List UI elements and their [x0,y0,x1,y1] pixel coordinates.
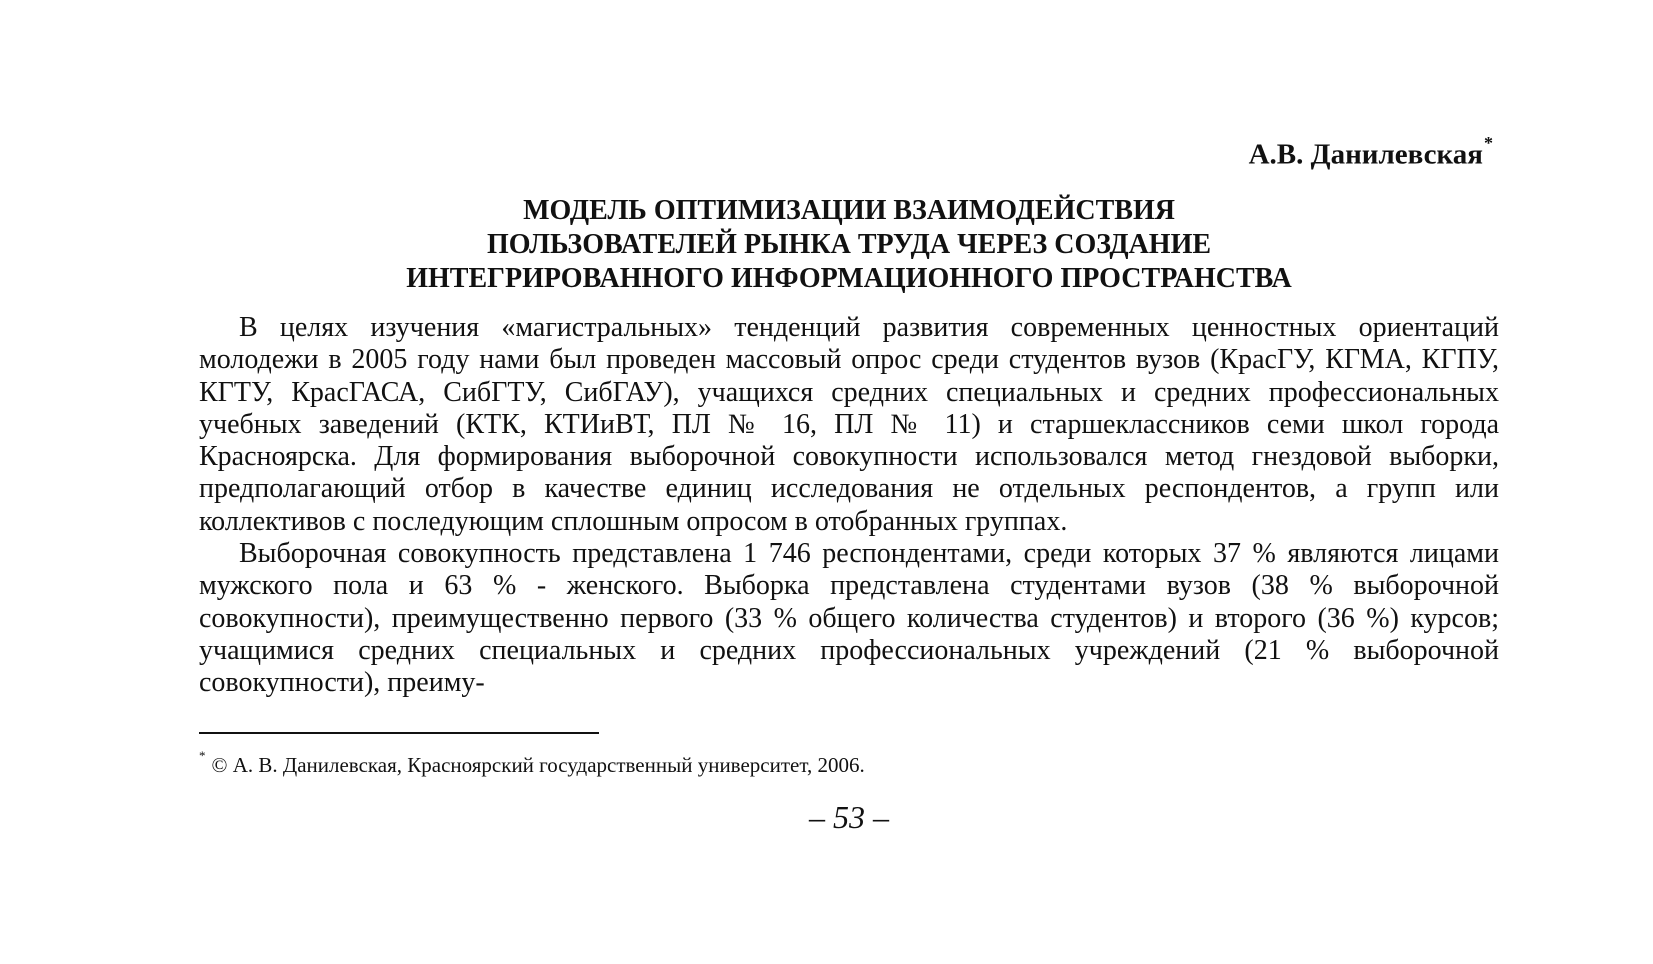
footnote-separator [199,732,599,734]
author-name-text: А.В. Данилевская [1248,138,1483,171]
author-name [1248,133,1493,171]
body-paragraph: Выборочная совокупность представлена 1 746 респондентами, среди которых 37 % являются лицами мужского пола и 63 % - женского. Выборка представлена студентами вузов (38 % выборочной совокупности), преимущественно первого (33 % общего количества студентов) и второго (36 %) курсов; учащимися средних специальных и средних профессиональных учреждений (21 % выборочной совокупности), преиму- [199,538,1499,699]
title-line: МОДЕЛЬ ОПТИМИЗАЦИИ ВЗАИМОДЕЙСТВИЯ [523,195,1175,226]
footnote-text: © А. В. Данилевская, Красноярский государственный университет, 2006. [211,753,865,777]
article-body [199,312,1499,700]
body-paragraph: В целях изучения «магистральных» тенденций развития современных ценностных ориентаций молодежи в 2005 году нами был проведен массовый опрос среди студентов вузов (КрасГУ, КГМА, КГПУ, КГТУ, КрасГАСА, СибГТУ, СибГАУ), учащихся средних специальных и средних профессиональных учебных заведений (КТК, КТИиВТ, ПЛ № 16, ПЛ № 11) и старшеклассников семи школ города Красноярска. Для формирования выборочной совокупности использовался метод гнездовой выборки, предполагающий отбор в качестве единиц исследования не отдельных респондентов, а групп или коллективов с последующим сплошным опросом в отобранных группах. [199,312,1499,537]
author-footnote-mark: * [1484,133,1493,153]
footnote-mark: * [199,748,206,763]
title-line: ИНТЕГРИРОВАННОГО ИНФОРМАЦИОННОГО ПРОСТРАНСТВА [406,263,1292,294]
article-title [199,194,1499,296]
title-line: ПОЛЬЗОВАТЕЛЕЙ РЫНКА ТРУДА ЧЕРЕЗ СОЗДАНИЕ [486,229,1212,260]
page-number: – 53 – [809,799,889,835]
footnote [199,746,865,779]
